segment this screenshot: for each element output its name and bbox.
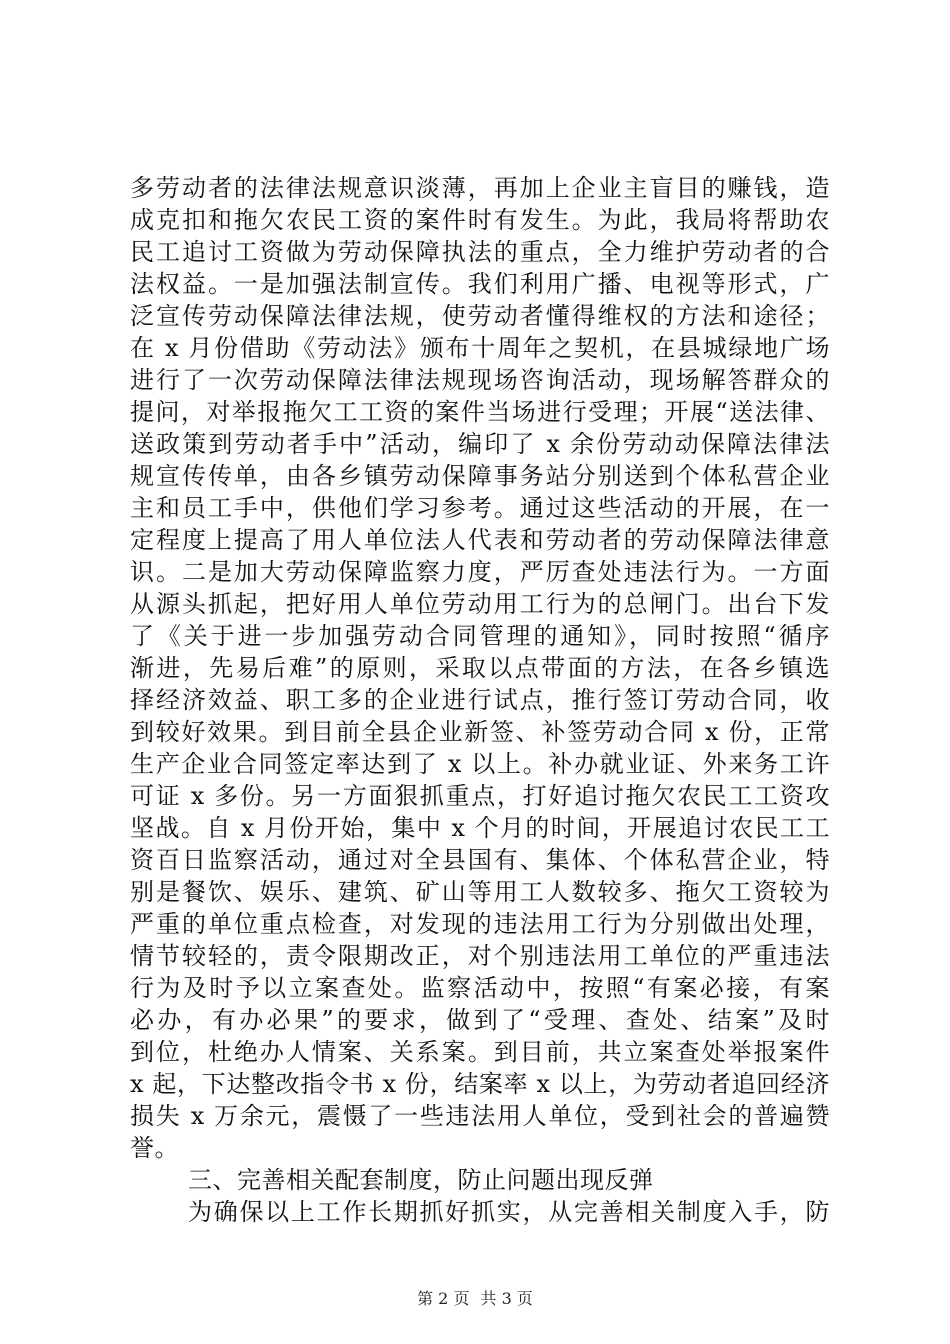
paragraph-line: 别是餐饮、娱乐、建筑、矿山等用工人数较多、拖欠工资较为 xyxy=(130,878,830,906)
paragraph-line: 择经济效益、职工多的企业进行试点，推行签订劳动合同，收 xyxy=(130,686,830,714)
paragraph-line: 严重的单位重点检查，对发现的违法用工行为分别做出处理， xyxy=(130,910,830,938)
paragraph-line: 渐进，先易后难”的原则，采取以点带面的方法，在各乡镇选 xyxy=(130,654,830,682)
paragraph-line: 到位，杜绝办人情案、关系案。到目前，共立案查处举报案件 xyxy=(130,1038,830,1066)
paragraph-line: 提问，对举报拖欠工工资的案件当场进行受理；开展“送法律、 xyxy=(130,398,830,426)
paragraph-line: x 起，下达整改指令书 x 份，结案率 x 以上，为劳动者追回经济 xyxy=(130,1070,830,1098)
paragraph-line: 送政策到劳动者手中”活动，编印了 x 余份劳动动保障法律法 xyxy=(130,430,830,458)
paragraph-line: 坚战。自 x 月份开始，集中 x 个月的时间，开展追讨农民工工 xyxy=(130,814,830,842)
paragraph-line: 主和员工手中，供他们学习参考。通过这些活动的开展，在一 xyxy=(130,494,830,522)
paragraph-line: 为确保以上工作长期抓好抓实，从完善相关制度入手，防 xyxy=(188,1198,830,1226)
paragraph-line: 情节较轻的，责令限期改正，对个别违法用工单位的严重违法 xyxy=(130,942,830,970)
paragraph-line: 成克扣和拖欠农民工资的案件时有发生。为此，我局将帮助农 xyxy=(130,206,830,234)
paragraph xyxy=(130,172,830,1164)
page-total: 共 3 页 xyxy=(480,1289,533,1308)
paragraph-line: 多劳动者的法律法规意识淡薄，再加上企业主盲目的赚钱，造 xyxy=(130,174,830,202)
paragraph-line: 损失 x 万余元，震慑了一些违法用人单位，受到社会的普遍赞 xyxy=(130,1102,830,1130)
page-footer xyxy=(0,1286,950,1309)
paragraph-line: 泛宣传劳动保障法律法规，使劳动者懂得维权的方法和途径； xyxy=(130,302,830,330)
paragraph-line: 到较好效果。到目前全县企业新签、补签劳动合同 x 份，正常 xyxy=(130,718,830,746)
paragraph-line: 规宣传传单，由各乡镇劳动保障事务站分别送到个体私营企业 xyxy=(130,462,830,490)
paragraph-line: 誉。 xyxy=(130,1134,179,1162)
paragraph-line: 进行了一次劳动保障法律法规现场咨询活动，现场解答群众的 xyxy=(130,366,830,394)
section-heading: 三、完善相关配套制度，防止问题出现反弹 xyxy=(188,1166,654,1194)
paragraph-line: 定程度上提高了用人单位法人代表和劳动者的劳动保障法律意 xyxy=(130,526,830,554)
page-number: 第 2 页 xyxy=(417,1289,470,1308)
paragraph-line: 在 x 月份借助《劳动法》颁布十周年之契机，在县城绿地广场 xyxy=(130,334,830,362)
paragraph-line: 从源头抓起，把好用人单位劳动用工行为的总闸门。出台下发 xyxy=(130,590,830,618)
paragraph-line: 识。二是加大劳动保障监察力度，严厉查处违法行为。一方面 xyxy=(130,558,830,586)
paragraph-line: 行为及时予以立案查处。监察活动中，按照“有案必接，有案 xyxy=(130,974,830,1002)
paragraph-line: 必办，有办必果”的要求，做到了“受理、查处、结案”及时 xyxy=(130,1006,830,1034)
paragraph-line: 可证 x 多份。另一方面狠抓重点，打好追讨拖欠农民工工资攻 xyxy=(130,782,830,810)
paragraph-line: 法权益。一是加强法制宣传。我们利用广播、电视等形式，广 xyxy=(130,270,830,298)
paragraph-line: 生产企业合同签定率达到了 x 以上。补办就业证、外来务工许 xyxy=(130,750,830,778)
paragraph-line: 了《关于进一步加强劳动合同管理的通知》，同时按照“循序 xyxy=(130,622,830,650)
paragraph-line: 民工追讨工资做为劳动保障执法的重点，全力维护劳动者的合 xyxy=(130,238,830,266)
paragraph-line: 资百日监察活动，通过对全县国有、集体、个体私营企业，特 xyxy=(130,846,830,874)
body-text xyxy=(130,172,830,1228)
